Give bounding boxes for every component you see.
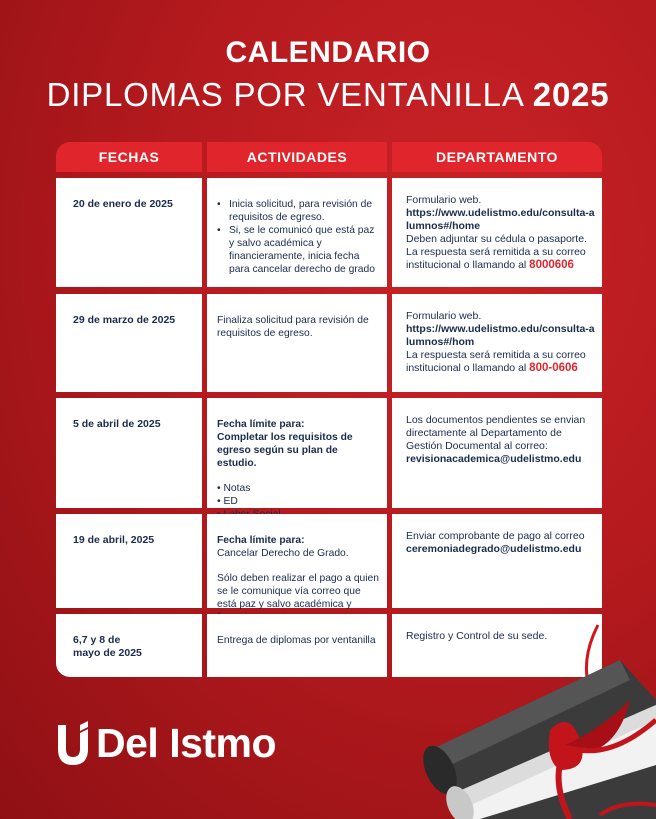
diploma-scroll-icon bbox=[420, 620, 656, 819]
header-departamento: DEPARTAMENTO bbox=[392, 142, 602, 172]
header-actividades: ACTIVIDADES bbox=[207, 142, 387, 172]
row4-dept-email[interactable]: ceremoniadegrado@udelistmo.edu bbox=[406, 543, 582, 555]
row5-date: 6,7 y 8 de mayo de 2025 bbox=[56, 614, 202, 677]
row3-activity bbox=[207, 398, 387, 508]
row3-dept-email[interactable]: revisionacademica@udelistmo.edu bbox=[406, 453, 582, 465]
row3-activity-item: • ED bbox=[217, 496, 238, 507]
row1-dept-line3: La respuesta será remitida a su correo institucional o llamando al bbox=[406, 246, 586, 271]
row1-dept-line1: Formulario web. bbox=[406, 194, 482, 206]
row3-activity-bold: Fecha límite para: Completar los requisitos de egreso según su plan de estudio. bbox=[217, 419, 353, 469]
row2-dept-link[interactable]: https://www.udelistmo.edu/consulta-alumnos#/hom bbox=[406, 323, 595, 348]
row1-dept-phone: 8000606 bbox=[529, 259, 574, 271]
row5-dept: Registro y Control de su sede. bbox=[392, 614, 602, 677]
row2-activity: Finaliza solicitud para revisión de requisitos de egreso. bbox=[207, 294, 387, 392]
row3-activity-item: • Notas bbox=[217, 483, 251, 494]
row5-activity: Entrega de diplomas por ventanilla bbox=[207, 614, 387, 677]
row1-activity-item: • Si, se le comunicó que está paz y salvo académica y financieramente, inicia fecha para cancelar derecho de grado bbox=[229, 224, 379, 276]
row4-dept bbox=[392, 514, 602, 608]
row2-date: 29 de marzo de 2025 bbox=[56, 294, 202, 392]
logo-text: Del Istmo bbox=[96, 719, 277, 766]
row1-date: 20 de enero de 2025 bbox=[56, 178, 202, 287]
title-diplomas bbox=[0, 76, 656, 114]
row1-dept-line2: Deben adjuntar su cédula o pasaporte. bbox=[406, 233, 587, 245]
title-diplomas-text: DIPLOMAS POR VENTANILLA bbox=[46, 76, 523, 113]
u-logo-icon bbox=[56, 719, 90, 767]
row4-activity-line: Cancelar Derecho de Grado. bbox=[217, 548, 349, 559]
row4-activity-note: Sólo deben realizar el pago a quien se le comunique vía correo que está paz y salvo académica y bbox=[217, 573, 380, 610]
row4-date: 19 de abril, 2025 bbox=[56, 514, 202, 608]
row4-activity-bold: Fecha límite para: bbox=[217, 535, 305, 546]
row1-activity-list bbox=[217, 198, 379, 276]
row3-dept bbox=[392, 398, 602, 508]
row4-dept-text: Enviar comprobante de pago al correo bbox=[406, 530, 585, 542]
title-calendario: CALENDARIO bbox=[225, 36, 431, 69]
row2-dept-line3: La respuesta será remitida a su correo institucional o llamando al bbox=[406, 349, 586, 374]
brand-logo bbox=[56, 719, 276, 767]
row3-dept-text: Los documentos pendientes se envian directamente al Departamento de Gestión Documental al correo: bbox=[406, 414, 586, 452]
row1-dept bbox=[392, 178, 602, 287]
row1-dept-link[interactable]: https://www.udelistmo.edu/consulta-alumnos#/home bbox=[406, 207, 595, 232]
row2-dept-line1: Formulario web. bbox=[406, 310, 482, 322]
row1-activities bbox=[207, 178, 387, 287]
row4-activity bbox=[207, 514, 387, 608]
row1-dept-contact bbox=[406, 246, 596, 272]
row2-dept-contact bbox=[406, 349, 596, 375]
row1-activity-item: • Inicia solicitud, para revisión de requisitos de egreso. bbox=[229, 198, 379, 224]
header-fechas: FECHAS bbox=[56, 142, 202, 172]
row2-dept-phone: 800-0606 bbox=[529, 362, 578, 374]
row3-date: 5 de abril de 2025 bbox=[56, 398, 202, 508]
row2-dept bbox=[392, 294, 602, 392]
title-year: 2025 bbox=[532, 76, 610, 113]
